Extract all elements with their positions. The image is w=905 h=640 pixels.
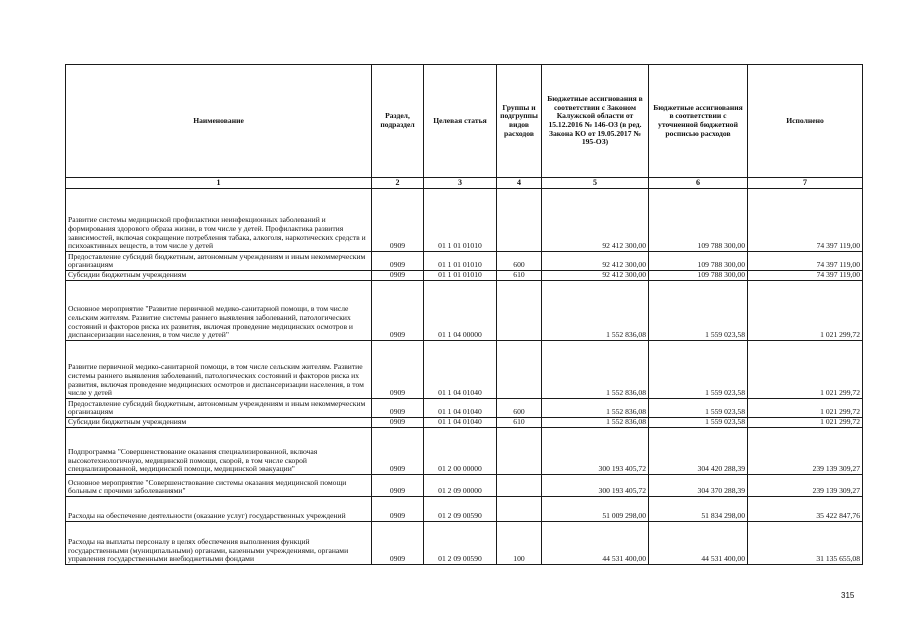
row-name: Основное мероприятие "Развитие первичной медико-санитарной помощи, в том числе сельским жителям. Развитие системы раннего выявления заболеваний, патологических состояний и факторов риска их развития, включая проведение медицинских осмотров и диспансеризации населения, в том числе у детей" [66, 281, 372, 341]
row-budget-law: 300 193 405,72 [542, 428, 649, 475]
row-expense-group [497, 281, 542, 341]
row-budget-law: 92 412 300,00 [542, 271, 649, 281]
row-target-article: 01 1 04 00000 [424, 281, 497, 341]
row-executed: 74 397 119,00 [748, 271, 863, 281]
table-row [66, 189, 863, 252]
table-row [66, 497, 863, 522]
row-budget-adjusted: 1 559 023,58 [649, 281, 748, 341]
table-row [66, 428, 863, 475]
row-expense-group [497, 428, 542, 475]
row-name: Субсидии бюджетным учреждениям [66, 418, 372, 428]
row-budget-adjusted: 109 788 300,00 [649, 271, 748, 281]
row-target-article: 01 1 01 01010 [424, 189, 497, 252]
row-executed: 239 139 309,27 [748, 428, 863, 475]
row-target-article: 01 1 04 01040 [424, 418, 497, 428]
row-target-article: 01 1 04 01040 [424, 341, 497, 399]
column-number: 7 [748, 178, 863, 189]
budget-table [65, 64, 863, 565]
row-budget-law: 1 552 836,08 [542, 399, 649, 418]
table-row [66, 399, 863, 418]
row-section: 0909 [372, 522, 424, 565]
row-budget-adjusted: 304 370 288,39 [649, 475, 748, 497]
header-expense-group: Группы и подгруппы видов расходов [497, 65, 542, 178]
row-target-article: 01 2 00 00000 [424, 428, 497, 475]
row-budget-law: 1 552 836,08 [542, 341, 649, 399]
row-target-article: 01 2 09 00000 [424, 475, 497, 497]
row-expense-group: 100 [497, 522, 542, 565]
column-number: 3 [424, 178, 497, 189]
row-executed: 1 021 299,72 [748, 418, 863, 428]
row-target-article: 01 1 01 01010 [424, 252, 497, 271]
table-row [66, 475, 863, 497]
row-expense-group: 610 [497, 271, 542, 281]
column-number: 1 [66, 178, 372, 189]
row-budget-law: 1 552 836,08 [542, 281, 649, 341]
row-target-article: 01 1 04 01040 [424, 399, 497, 418]
row-executed: 74 397 119,00 [748, 189, 863, 252]
row-name: Расходы на обеспечение деятельности (оказание услуг) государственных учреждений [66, 497, 372, 522]
row-budget-adjusted: 1 559 023,58 [649, 418, 748, 428]
row-budget-law: 44 531 400,00 [542, 522, 649, 565]
row-executed: 239 139 309,27 [748, 475, 863, 497]
row-expense-group [497, 475, 542, 497]
row-executed: 35 422 847,76 [748, 497, 863, 522]
row-budget-adjusted: 109 788 300,00 [649, 252, 748, 271]
table-row [66, 418, 863, 428]
row-section: 0909 [372, 497, 424, 522]
row-expense-group: 610 [497, 418, 542, 428]
row-name: Развитие первичной медико-санитарной помощи, в том числе сельским жителям. Развитие системы раннего выявления заболеваний, патологических состояний и факторов риска их развития, включая проведение медицинских осмотров и диспансеризации населения, в том числе у детей [66, 341, 372, 399]
row-budget-law: 92 412 300,00 [542, 252, 649, 271]
table-row [66, 252, 863, 271]
row-section: 0909 [372, 428, 424, 475]
row-budget-adjusted: 109 788 300,00 [649, 189, 748, 252]
header-budget-law: Бюджетные ассигнования в соответствии с Законом Калужской области от 15.12.2016 № 146-ОЗ (в ред. Закона КО от 19.05.2017 № 195-ОЗ) [542, 65, 649, 178]
row-section: 0909 [372, 475, 424, 497]
row-section: 0909 [372, 189, 424, 252]
row-name: Подпрограмма "Совершенствование оказания специализированной, включая высокотехнологичную, медицинской помощи, скорой, в том числе скорой специализированной, медицинской помощи, медицинской эвакуации" [66, 428, 372, 475]
row-expense-group [497, 341, 542, 399]
row-section: 0909 [372, 399, 424, 418]
row-section: 0909 [372, 252, 424, 271]
row-budget-adjusted: 1 559 023,58 [649, 341, 748, 399]
column-number: 2 [372, 178, 424, 189]
row-budget-law: 1 552 836,08 [542, 418, 649, 428]
row-name: Субсидии бюджетным учреждениям [66, 271, 372, 281]
row-section: 0909 [372, 418, 424, 428]
row-expense-group [497, 497, 542, 522]
row-expense-group [497, 189, 542, 252]
row-name: Расходы на выплаты персоналу в целях обеспечения выполнения функций государственными (муниципальными) органами, казенными учреждениями, органами управления государственными внебюджетными фондами [66, 522, 372, 565]
header-executed: Исполнено [748, 65, 863, 178]
row-budget-law: 51 009 298,00 [542, 497, 649, 522]
row-executed: 1 021 299,72 [748, 399, 863, 418]
row-target-article: 01 2 09 00590 [424, 497, 497, 522]
column-number: 4 [497, 178, 542, 189]
header-budget-adjusted: Бюджетные ассигнования в соответствии с уточненной бюджетной росписью расходов [649, 65, 748, 178]
row-budget-adjusted: 1 559 023,58 [649, 399, 748, 418]
column-number: 5 [542, 178, 649, 189]
row-executed: 1 021 299,72 [748, 341, 863, 399]
header-target-article: Целевая статья [424, 65, 497, 178]
row-budget-adjusted: 44 531 400,00 [649, 522, 748, 565]
row-section: 0909 [372, 341, 424, 399]
row-executed: 74 397 119,00 [748, 252, 863, 271]
row-executed: 1 021 299,72 [748, 281, 863, 341]
row-name: Предоставление субсидий бюджетным, автономным учреждениям и иным некоммерческим организациям [66, 399, 372, 418]
row-target-article: 01 1 01 01010 [424, 271, 497, 281]
row-budget-adjusted: 51 834 298,00 [649, 497, 748, 522]
column-number: 6 [649, 178, 748, 189]
table-row [66, 281, 863, 341]
row-expense-group: 600 [497, 252, 542, 271]
table-row [66, 522, 863, 565]
row-executed: 31 135 655,08 [748, 522, 863, 565]
row-budget-adjusted: 304 420 288,39 [649, 428, 748, 475]
row-section: 0909 [372, 281, 424, 341]
row-name: Развитие системы медицинской профилактики неинфекционных заболеваний и формирования здорового образа жизни, в том числе у детей. Профилактика развития зависимостей, включая сокращение потребления табака, алкоголя, наркотических средств и психоактивных веществ, в том числе у детей [66, 189, 372, 252]
row-expense-group: 600 [497, 399, 542, 418]
page-number: 315 [841, 591, 855, 600]
row-section: 0909 [372, 271, 424, 281]
table-row [66, 341, 863, 399]
row-target-article: 01 2 09 00590 [424, 522, 497, 565]
table-header-row [66, 65, 863, 178]
header-name: Наименование [66, 65, 372, 178]
row-name: Основное мероприятие "Совершенствование системы оказания медицинской помощи больным с прочими заболеваниями" [66, 475, 372, 497]
table-row [66, 271, 863, 281]
row-budget-law: 92 412 300,00 [542, 189, 649, 252]
row-name: Предоставление субсидий бюджетным, автономным учреждениям и иным некоммерческим организациям [66, 252, 372, 271]
row-budget-law: 300 193 405,72 [542, 475, 649, 497]
column-number-row [66, 178, 863, 189]
header-section: Раздел, подраздел [372, 65, 424, 178]
